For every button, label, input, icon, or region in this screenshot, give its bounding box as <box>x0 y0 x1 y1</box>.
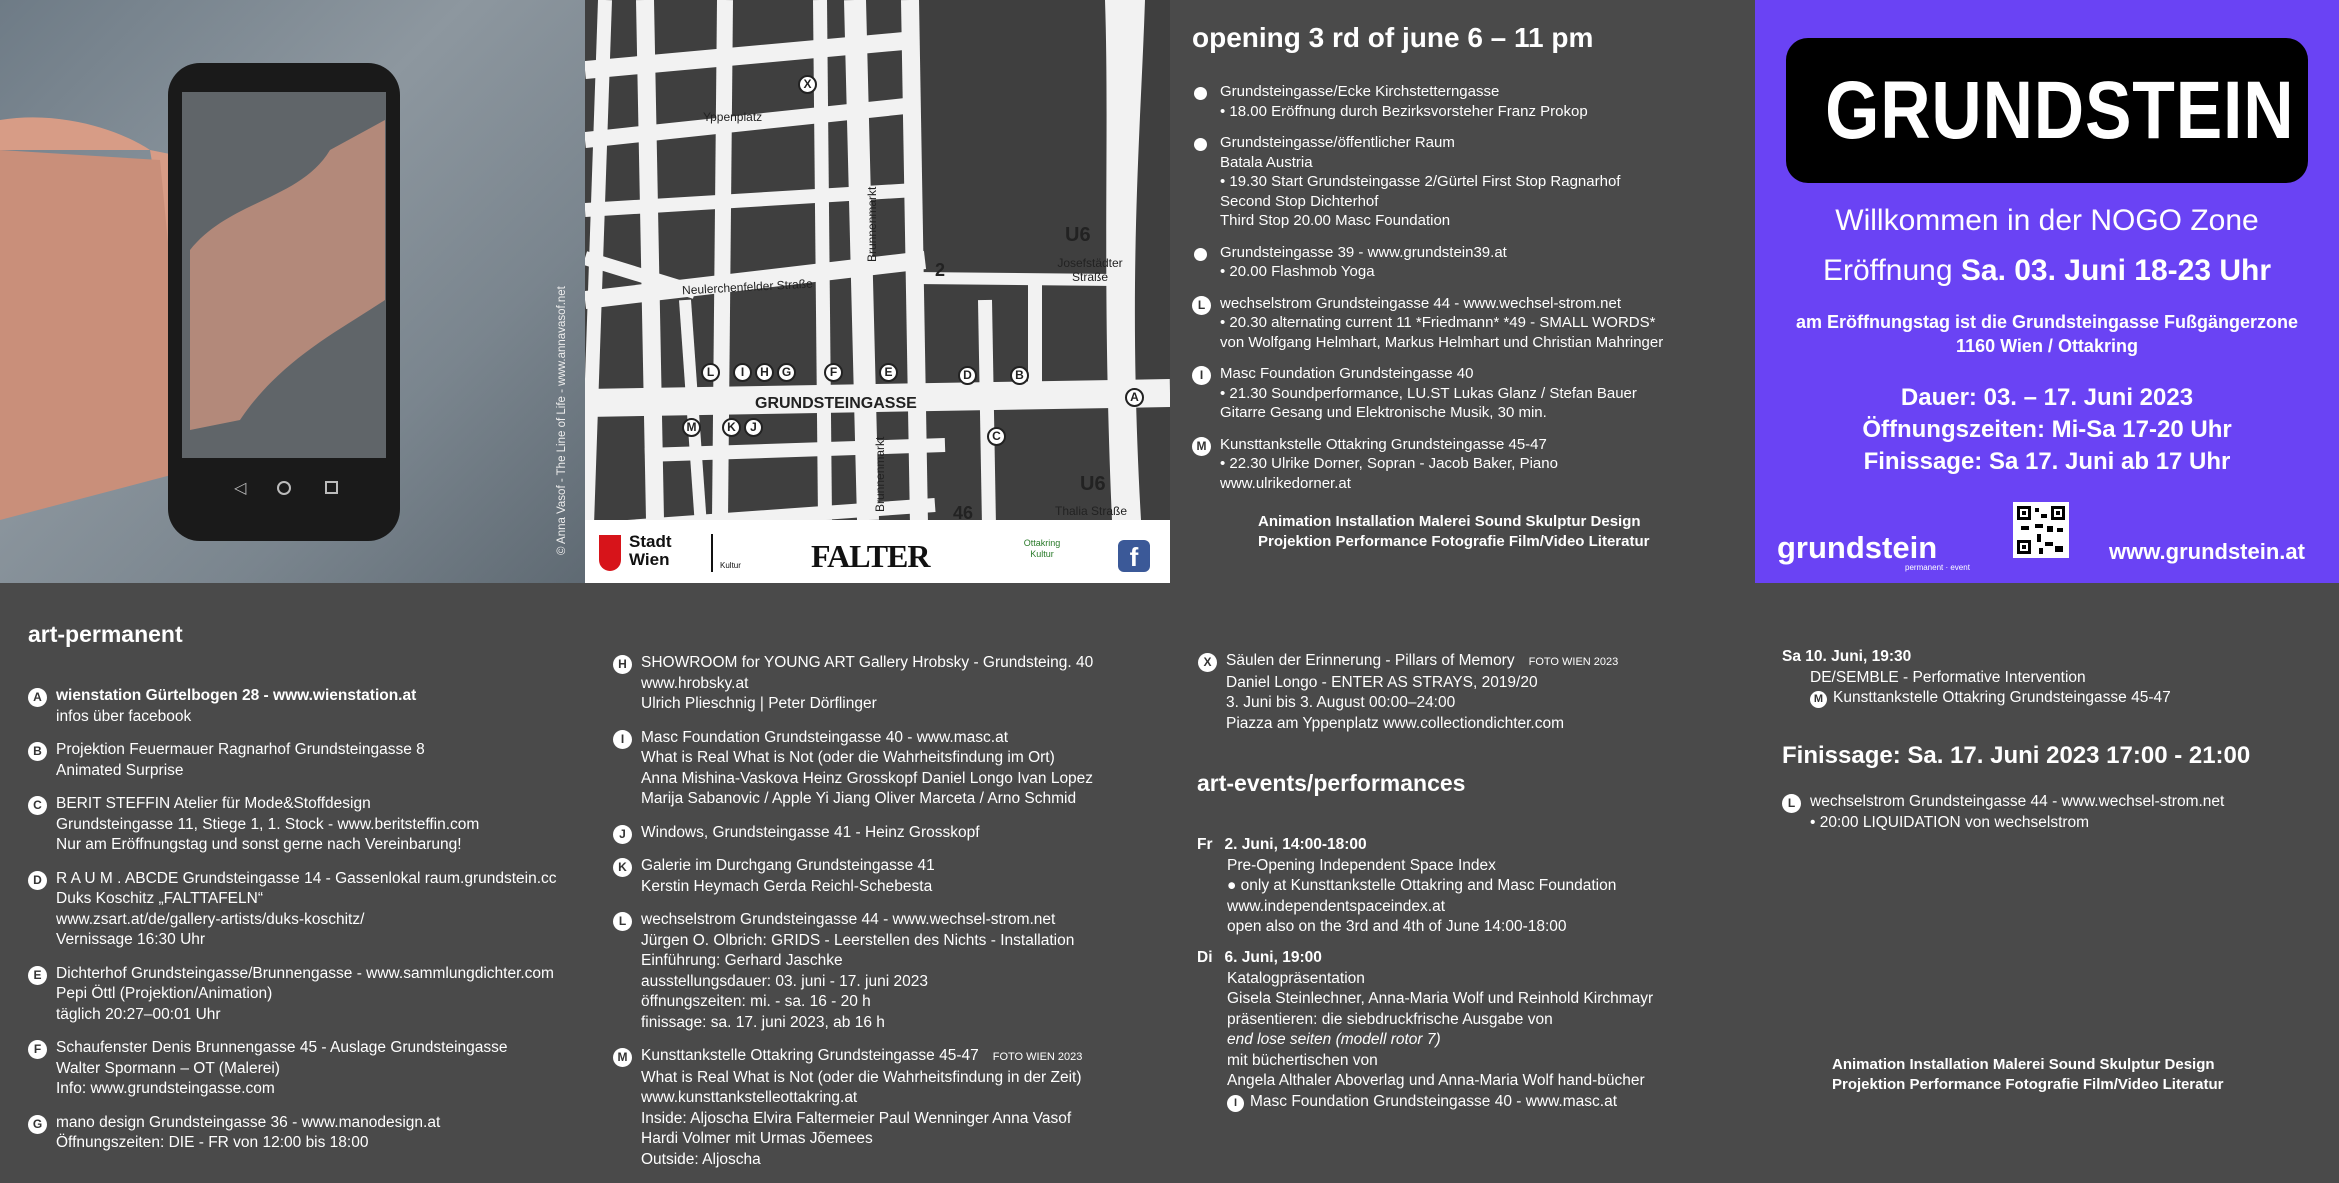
map-marker-h: H <box>755 363 774 382</box>
permanent-entry-line: mano design Grundsteingasse 36 - www.manodesign.at <box>56 1113 441 1131</box>
facebook-icon[interactable]: f <box>1118 540 1150 572</box>
opening-tags-line1: Animation Installation Malerei Sound Skulptur Design <box>1258 513 1641 530</box>
photo-credit: © Anna Vasof - The Line of Life - www.annavasof.net <box>556 286 568 555</box>
opening-item-line: Grundsteingasse/öffentlicher Raum <box>1220 134 1455 151</box>
event-tuesday <box>1197 948 1653 1112</box>
pedestrian-zone-line: am Eröffnungstag ist die Grundsteingasse Fußgängerzone <box>1795 312 2299 332</box>
permanent-entry-line: öffnungszeiten: mi. - sa. 16 - 20 h <box>641 993 871 1010</box>
ottakring-logo-line2: Kultur <box>1030 549 1054 559</box>
stadt-wien-shield-icon <box>599 535 621 571</box>
event-saturday-venue <box>1782 688 2171 709</box>
permanent-entry-line: What is Real What is Not (oder die Wahrheitsfindung im Ort) <box>641 749 1055 766</box>
permanent-entry-title: Kunsttankstelle Ottakring Grundsteingasse 45-47 <box>641 1047 979 1064</box>
opening-title: opening 3 rd of june 6 – 11 pm <box>1192 22 1594 53</box>
permanent-entry-badge: A <box>28 688 47 707</box>
map-label-u6-bottom: U6 <box>1080 473 1106 495</box>
art-events-heading: art-events/performances <box>1197 770 1466 796</box>
qr-code-pattern <box>2017 506 2065 554</box>
permanent-entry-line: SHOWROOM for YOUNG ART Gallery Hrobsky - Grundsteing. 40 <box>641 654 1094 671</box>
opening-item-line: • 20.30 alternating current 11 *Friedmann* *49 - SMALL WORDS* <box>1220 314 1656 331</box>
grundstein-title-box <box>1786 38 2308 183</box>
permanent-entry-line: www.hrobsky.at <box>641 674 749 692</box>
permanent-entry <box>613 910 1093 1033</box>
permanent-entry <box>28 794 557 856</box>
grundstein-logo: grundstein <box>1777 530 1938 565</box>
eroeffnung-prefix: Eröffnung <box>1822 254 1961 287</box>
permanent-entry-badge: D <box>28 871 47 890</box>
permanent-entry-badge: E <box>28 966 47 985</box>
opening-item-line: Batala Austria <box>1220 153 1313 171</box>
permanent-entry-x <box>1198 651 1618 747</box>
opening-item-line: • 22.30 Ulrike Dorner, Sopran - Jacob Baker, Piano <box>1220 455 1558 472</box>
permanent-entry-line: Pepi Öttl (Projektion/Animation) <box>56 985 273 1002</box>
permanent-entry-badge: B <box>28 742 47 761</box>
welcome-line: Willkommen in der NOGO Zone <box>1835 204 2259 237</box>
permanent-entry <box>28 964 557 1026</box>
permanent-entry-line: Piazza am Yppenplatz www.collectiondichter.com <box>1226 714 1565 732</box>
foto-wien-tag: FOTO WIEN 2023 <box>992 1051 1083 1063</box>
event-line: Gisela Steinlechner, Anna-Maria Wolf und Reinhold Kirchmayr <box>1227 990 1654 1007</box>
permanent-entry-line: Öffnungszeiten: DIE - FR von 12:00 bis 18:00 <box>56 1134 369 1151</box>
map-label-josefstaedter: Josefstädter Straße <box>1057 256 1123 284</box>
permanent-column-1 <box>28 686 557 1167</box>
opening-tags-line2: Projektion Performance Fotografie Film/Video Literatur <box>1258 533 1650 550</box>
permanent-entry-badge: K <box>613 858 632 877</box>
permanent-entry-title: Säulen der Erinnerung - Pillars of Memory <box>1226 652 1515 669</box>
opening-item-line: www.ulrikedorner.at <box>1220 474 1351 492</box>
map-label-brunnenmarkt: Brunnenmarkt <box>865 186 879 262</box>
permanent-entry-line: Kerstin Heymach Gerda Reichl-Schebesta <box>641 877 933 895</box>
permanent-entry-badge: L <box>613 912 632 931</box>
permanent-entry-line: Nur am Eröffnungstag und sonst gerne nach Vereinbarung! <box>56 836 462 853</box>
opening-item-line: Third Stop 20.00 Masc Foundation <box>1220 212 1451 229</box>
event-tuesday-venue <box>1197 1092 1653 1113</box>
permanent-entry-badge: J <box>613 825 632 844</box>
opening-item <box>1192 133 1663 231</box>
permanent-entry-line: Projektion Feuermauer Ragnarhof Grundsteingasse 8 <box>56 741 425 758</box>
map-marker-a: A <box>1125 388 1144 407</box>
permanent-entry-line: infos über facebook <box>56 707 192 725</box>
permanent-entry-line: Inside: Aljoscha Elvira Faltermeier Paul Wenninger Anna Vasof <box>641 1109 1072 1127</box>
bottom-tags-line1: Animation Installation Malerei Sound Skulptur Design <box>1832 1056 2215 1073</box>
permanent-entry-line: BERIT STEFFIN Atelier für Mode&Stoffdesign <box>56 795 371 812</box>
svg-text:◁: ◁ <box>234 478 247 497</box>
permanent-entry-badge: M <box>613 1048 632 1067</box>
hand-phone-photo <box>0 0 585 583</box>
opening-item-line: von Wolfgang Helmhart, Markus Helmhart und Christian Mahringer <box>1220 333 1664 351</box>
event-tuesday-badge: I <box>1227 1095 1244 1112</box>
event-saturday-title: DE/SEMBLE - Performative Intervention <box>1810 668 2086 686</box>
permanent-entry-line: Outside: Aljoscha <box>641 1150 761 1168</box>
finissage-badge: L <box>1782 794 1801 813</box>
grundstein-title: GRUNDSTEIN <box>1825 65 2295 156</box>
event-tuesday-day: Di <box>1197 949 1213 966</box>
opening-item <box>1192 243 1663 282</box>
permanent-entry-line: Duks Koschitz „FALTTAFELN“ <box>56 890 263 907</box>
map-marker-f: F <box>824 363 843 382</box>
permanent-entry-line: What is Real What is Not (oder die Wahrheitsfindung in der Zeit) <box>641 1068 1082 1086</box>
opening-item-line: wechselstrom Grundsteingasse 44 - www.wechsel-strom.net <box>1220 294 1621 312</box>
permanent-entry-line: täglich 20:27–00:01 Uhr <box>56 1005 221 1023</box>
map-label-u6-top: U6 <box>1065 224 1091 246</box>
opening-item-line: • 21.30 Soundperformance, LU.ST Lukas Glanz / Stefan Bauer <box>1220 384 1637 402</box>
map-marker-i: I <box>733 363 752 382</box>
permanent-entry-line: Ulrich Plieschnig | Peter Dörflinger <box>641 695 877 712</box>
permanent-entry-line: Einführung: Gerhard Jaschke <box>641 952 843 969</box>
opening-item-line: Second Stop Dichterhof <box>1220 192 1379 210</box>
event-friday-header <box>1197 835 1616 856</box>
event-tuesday-header <box>1197 948 1653 969</box>
finissage-line: Finissage: Sa 17. Juni ab 17 Uhr <box>1863 448 2231 475</box>
event-friday-lines <box>1197 856 1616 938</box>
qr-code-icon[interactable] <box>2013 502 2069 558</box>
event-friday-day: Fr <box>1197 836 1213 853</box>
permanent-entry-line: R A U M . ABCDE Grundsteingasse 14 - Gassenlokal raum.grundstein.cc <box>56 869 557 887</box>
opening-item-badge: M <box>1192 437 1211 456</box>
permanent-entry-line <box>1226 651 1618 673</box>
hand-holding-phone-illustration <box>0 0 585 583</box>
opening-item-line: Kunsttankstelle Ottakring Grundsteingasse 45-47 <box>1220 435 1547 453</box>
stadt-wien-logo-stadt: Stadt <box>629 532 672 551</box>
dauer-line: Dauer: 03. – 17. Juni 2023 <box>1900 384 2194 411</box>
permanent-entry-line: Galerie im Durchgang Grundsteingasse 41 <box>641 857 935 874</box>
event-tuesday-date: 6. Juni, 19:00 <box>1224 949 1322 966</box>
event-line: Katalogpräsentation <box>1227 969 1365 987</box>
permanent-entry <box>613 823 1093 844</box>
permanent-entry-line: Walter Spormann – OT (Malerei) <box>56 1059 280 1077</box>
finissage-event <box>1782 792 2224 833</box>
permanent-entry-line <box>641 1046 1093 1068</box>
permanent-entry-line: Dichterhof Grundsteingasse/Brunnengasse - www.sammlungdichter.com <box>56 964 554 982</box>
permanent-entry-line: finissage: sa. 17. juni 2023, ab 16 h <box>641 1013 885 1031</box>
opening-list <box>1192 82 1663 505</box>
map-marker-g: G <box>777 363 796 382</box>
finissage-heading: Finissage: Sa. 17. Juni 2023 17:00 - 21:00 <box>1782 742 2251 769</box>
finissage-venue: wechselstrom Grundsteingasse 44 - www.wechsel-strom.net <box>1810 793 2225 810</box>
event-friday-date: 2. Juni, 14:00-18:00 <box>1224 836 1367 853</box>
stadt-wien-logo-wien: Wien <box>629 550 670 569</box>
event-saturday-date: Sa 10. Juni, 19:30 <box>1782 648 1912 665</box>
opening-item-bullet-icon <box>1194 138 1207 151</box>
permanent-entry-line: ausstellungsdauer: 03. juni - 17. juni 2023 <box>641 972 928 990</box>
permanent-entry <box>28 686 557 727</box>
permanent-entry-line: Info: www.grundsteingasse.com <box>56 1080 275 1097</box>
opening-item-line: • 20.00 Flashmob Yoga <box>1220 263 1375 280</box>
map-label-grundsteingasse: GRUNDSTEINGASSE <box>755 395 917 412</box>
permanent-entry-line: Hardi Volmer mit Urmas Jõemees <box>641 1130 873 1147</box>
map-label-neulerchenfelder: Neulerchenfelder Straße <box>681 276 814 298</box>
ottakring-kultur-logo <box>1017 538 1067 560</box>
finissage-performance: • 20:00 LIQUIDATION von wechselstrom <box>1810 813 2090 831</box>
permanent-entry-badge: X <box>1198 653 1217 672</box>
event-line: www.independentspaceindex.at <box>1227 897 1446 915</box>
permanent-entry-line: Vernissage 16:30 Uhr <box>56 931 206 948</box>
map-marker-l: L <box>701 363 720 382</box>
map-marker-m: M <box>682 418 701 437</box>
permanent-entry-line: Animated Surprise <box>56 761 184 779</box>
permanent-entry-line: Masc Foundation Grundsteingasse 40 - www.masc.at <box>641 728 1009 746</box>
event-line: open also on the 3rd and 4th of June 14:00-18:00 <box>1227 918 1567 935</box>
opening-panel <box>1170 0 1755 583</box>
permanent-entry-badge: H <box>613 655 632 674</box>
map-label-tram-2: 2 <box>935 260 946 280</box>
event-saturday <box>1782 647 2171 709</box>
map-label-brunnenmarkt-2: Brunnenmarkt <box>873 436 887 512</box>
opening-item-bullet-icon <box>1194 87 1207 100</box>
permanent-entry-line: Grundsteingasse 11, Stiege 1, 1. Stock - www.beritsteffin.com <box>56 815 480 833</box>
map-marker-c: C <box>987 427 1006 446</box>
permanent-entry <box>1198 651 1618 734</box>
eroeffnung-line <box>1755 254 2339 288</box>
permanent-entry <box>613 856 1093 897</box>
opening-item <box>1192 82 1663 121</box>
map-label-yppenplatz: Yppenplatz <box>703 110 763 124</box>
event-line: mit büchertischen von <box>1227 1051 1378 1069</box>
opening-item <box>1192 435 1663 494</box>
opening-item-badge: I <box>1192 366 1211 385</box>
district-line: 1160 Wien / Ottakring <box>1956 336 2138 356</box>
event-saturday-venue-text: Kunsttankstelle Ottakring Grundsteingasse 45-47 <box>1833 689 2171 706</box>
opening-item-line: Grundsteingasse 39 - www.grundstein39.at <box>1220 243 1507 261</box>
event-tuesday-lines <box>1197 969 1653 1092</box>
event-line: end lose seiten (modell rotor 7) <box>1227 1031 1441 1048</box>
permanent-entry <box>613 728 1093 810</box>
permanent-entry-line: Schaufenster Denis Brunnengasse 45 - Auslage Grundsteingasse <box>56 1039 508 1056</box>
ottakring-logo-line1: Ottakring <box>1023 538 1061 548</box>
map-marker-x: X <box>798 75 817 94</box>
permanent-entry-badge: F <box>28 1040 47 1059</box>
permanent-entry-line: www.zsart.at/de/gallery-artists/duks-koschitz/ <box>56 910 365 928</box>
permanent-entry <box>28 869 557 951</box>
event-line: ● only at Kunsttankstelle Ottakring and Masc Foundation <box>1227 877 1617 894</box>
street-map <box>585 0 1170 583</box>
permanent-entry <box>28 1038 557 1100</box>
map-marker-b: B <box>1010 366 1029 385</box>
permanent-entry-line: Marija Sabanovic / Apple Yi Jiang Oliver Marceta / Arno Schmid <box>641 790 1077 807</box>
bottom-tags-line2: Projektion Performance Fotografie Film/Video Literatur <box>1832 1076 2224 1093</box>
foto-wien-tag: FOTO WIEN 2023 <box>1528 656 1619 668</box>
permanent-entry-line: wienstation Gürtelbogen 28 - www.wienstation.at <box>56 687 417 704</box>
website-url[interactable]: www.grundstein.at <box>2109 539 2305 564</box>
map-marker-e: E <box>879 363 898 382</box>
permanent-entry <box>28 1113 557 1154</box>
map-label-tram-46: 46 <box>953 503 974 523</box>
permanent-entry <box>613 653 1093 715</box>
art-permanent-heading: art-permanent <box>28 621 183 647</box>
permanent-entry-line: www.kunsttankstelleottakring.at <box>641 1089 858 1106</box>
permanent-entry-badge: I <box>613 730 632 749</box>
map-marker-j: J <box>744 418 763 437</box>
permanent-entry-line: Windows, Grundsteingasse 41 - Heinz Grosskopf <box>641 823 980 841</box>
event-line: Angela Althaler Aboverlag und Anna-Maria Wolf hand-bücher <box>1227 1072 1645 1089</box>
event-line: Pre-Opening Independent Space Index <box>1227 856 1496 874</box>
opening-item-line: • 19.30 Start Grundsteingasse 2/Gürtel First Stop Ragnarhof <box>1220 173 1621 190</box>
logo-divider <box>711 534 713 572</box>
permanent-entry-badge: C <box>28 796 47 815</box>
oeffnungszeiten-line: Öffnungszeiten: Mi-Sa 17-20 Uhr <box>1862 416 2232 443</box>
falter-logo: FALTER <box>811 538 930 574</box>
permanent-entry-line: Daniel Longo - ENTER AS STRAYS, 2019/20 <box>1226 673 1538 691</box>
opening-item-badge: L <box>1192 296 1211 315</box>
eroeffnung-date: Sa. 03. Juni 18-23 Uhr <box>1960 254 2272 287</box>
opening-item-line: Grundsteingasse/Ecke Kirchstetterngasse <box>1220 83 1500 100</box>
opening-item <box>1192 364 1663 423</box>
permanent-entry-badge: G <box>28 1115 47 1134</box>
permanent-entry-line: Anna Mishina-Vaskova Heinz Grosskopf Daniel Longo Ivan Lopez <box>641 769 1094 787</box>
opening-item-line: • 18.00 Eröffnung durch Bezirksvorsteher Franz Prokop <box>1220 102 1588 120</box>
event-friday <box>1197 835 1616 938</box>
map-marker-k: K <box>722 418 741 437</box>
kultur-label: Kultur <box>720 561 741 570</box>
permanent-entry <box>28 740 557 781</box>
permanent-entry-line: wechselstrom Grundsteingasse 44 - www.wechsel-strom.net <box>641 911 1056 928</box>
grundstein-logo-sub: permanent · event <box>1905 563 1970 572</box>
event-saturday-badge: M <box>1810 691 1827 708</box>
opening-item <box>1192 294 1663 353</box>
permanent-column-2 <box>613 653 1093 1183</box>
event-line: präsentieren: die siebdruckfrische Ausgabe von <box>1227 1010 1553 1028</box>
permanent-entry-line: Jürgen O. Olbrich: GRIDS - Leerstellen des Nichts - Installation <box>641 931 1075 949</box>
opening-item-line: Masc Foundation Grundsteingasse 40 <box>1220 365 1474 382</box>
opening-item-bullet-icon <box>1194 248 1207 261</box>
permanent-entry <box>613 1046 1093 1170</box>
permanent-entry-line: 3. Juni bis 3. August 00:00–24:00 <box>1226 694 1456 711</box>
opening-item-line: Gitarre Gesang und Elektronische Musik, 30 min. <box>1220 404 1547 421</box>
event-tuesday-venue-text: Masc Foundation Grundsteingasse 40 - www.masc.at <box>1250 1092 1618 1110</box>
stadt-wien-logo <box>629 533 672 569</box>
map-label-thalia: Thalia Straße <box>1055 504 1128 518</box>
grundstein-panel <box>1755 0 2339 583</box>
map-marker-d: D <box>958 366 977 385</box>
